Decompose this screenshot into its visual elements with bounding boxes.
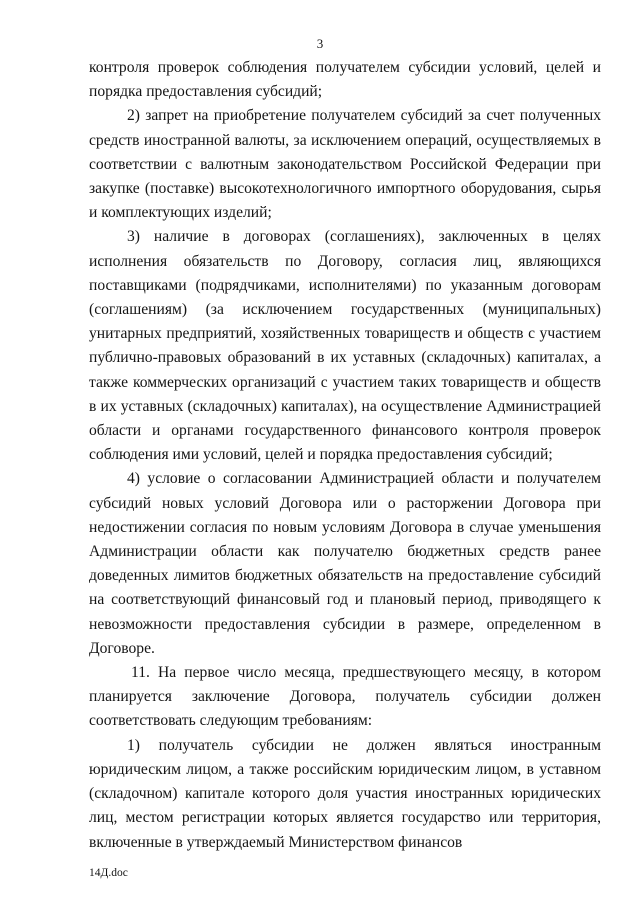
page-number: 3 — [316, 36, 324, 51]
paragraph-clause-11: 11. На первое число месяца, предшествующего месяцу, в котором планируется заключение Договора, получатель субсидии должен соответствовать следующим требованиям: — [89, 664, 601, 730]
paragraph-continuation: контроля проверок соблюдения получателем субсидии условий, целей и порядка предоставления субсидий; — [89, 59, 601, 101]
paragraph-requirement-1: 1) получатель субсидии не должен являться иностранным юридическим лицом, а также российским юридическим лицом, в уставном (складочном) капитале которого доля участия иностранных юридических лиц, местом регистрации которых является государство или территория, включенные в утверждаемый Министерством финансов — [89, 736, 601, 851]
paragraph-item-4: 4) условие о согласовании Администрацией области и получателем субсидий новых условий Договора или о расторжении Договора при недостижении согласия по новым условиям Договора в случае уменьшения Администрации области как получателю бюджетных средств ранее доведенных лимитов бюджетных обязательств на предоставление субсидий на соответствующий финансовый год и плановый период, приводящего к невозможности предоставления субсидии в размере, определенном в Договоре. — [89, 470, 601, 657]
document-body — [89, 56, 601, 855]
paragraph-item-2: 2) запрет на приобретение получателем субсидий за счет полученных средств иностранной валюты, за исключением операций, осуществляемых в соответствии с валютным законодательством Российской Федерации при закупке (поставке) высокотехнологичного импортного оборудования, сырья и комплектующих изделий; — [89, 107, 601, 222]
footer-filename: 14Д.doc — [89, 867, 128, 879]
paragraph-item-3: 3) наличие в договорах (соглашениях), заключенных в целях исполнения обязательств по Договору, согласия лиц, являющихся поставщиками (подрядчиками, исполнителями) по указанным договорам (соглашениям) (за исключением государственных (муниципальных) унитарных предприятий, хозяйственных товариществ и обществ с участием публично-правовых образований в их уставных (складочных) капиталах, а также коммерческих организаций с участием таких товариществ и обществ в их уставных (складочных) капиталах), на осуществление Администрацией области и органами государственного финансового контроля проверок соблюдения ими условий, целей и порядка предоставления субсидий; — [89, 228, 601, 464]
